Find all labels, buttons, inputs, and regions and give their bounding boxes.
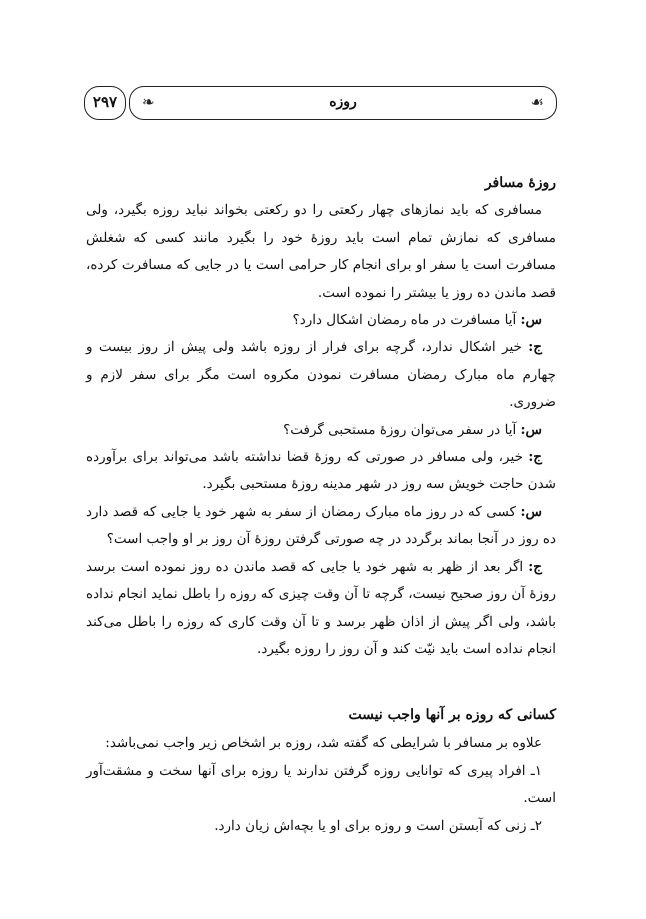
section-heading: کسانی که روزه بر آنها واجب نیست — [348, 707, 556, 723]
qa-question — [86, 499, 556, 554]
qa-text: آیا مسافرت در ماه رمضان اشکال دارد؟ — [292, 312, 517, 329]
section-heading: روزۀ مسافر — [484, 175, 556, 191]
qa-answer — [86, 444, 556, 499]
section-fasting-traveler — [86, 170, 556, 663]
qa-text: کسی که در روز ماه مبارک رمضان از سفر به شهر خود یا جایی که قصد دارد ده روز در آنجا بماند برگردد در چه صورتی گرفتن روزۀ آن روز بر او واجب است؟ — [86, 503, 556, 548]
qa-label: ج: — [528, 558, 542, 575]
paragraph-intro: علاوه بر مسافر با شرایطی که گفته شد، روزه بر اشخاص زیر واجب نمی‌باشد: — [105, 735, 542, 752]
qa-label: ج: — [528, 339, 542, 356]
qa-answer — [86, 334, 556, 416]
running-header-title: روزه — [329, 94, 357, 110]
qa-label: س: — [520, 312, 542, 329]
paragraph-intro: مسافری که باید نمازهای چهار رکعتی را دو رکعتی بخواند نباید روزه بگیرد، ولی مسافری که نمازش تمام است باید روزۀ خود را بگیرد مانند کسی که شغلش مسافرت است یا سفر او برای انجام کار حرامی است یا در جایی که مسافرت کرده، قصد ماندن ده روز یا بیشتر را نموده است. — [86, 202, 556, 301]
page-number: ۲۹۷ — [84, 86, 126, 120]
running-header — [129, 86, 557, 120]
ornament-left-icon: ❧ — [142, 93, 155, 111]
qa-label: س: — [520, 421, 542, 438]
qa-text: آیا در سفر می‌توان روزۀ مستحبی گرفت؟ — [283, 421, 517, 438]
qa-question — [86, 307, 556, 334]
qa-question — [86, 417, 556, 444]
list-item: ۱ـ افراد پیری که توانایی روزه گرفتن ندارند یا روزه برای آنها سخت و مشقت‌آور است. — [86, 762, 556, 807]
qa-label: ج: — [528, 449, 543, 466]
qa-text: خیر، ولی مسافر در صورتی که روزۀ قضا نداشته باشد می‌تواند برای برآورده شدن حاجت خویش سه روز در شهر مدینه روزۀ مستحبی بگیرد. — [86, 449, 556, 493]
qa-answer — [86, 554, 556, 664]
section-exempt-from-fasting — [86, 702, 556, 840]
list-item: ۲ـ زنی که آبستن است و روزه برای او یا بچه‌اش زیان دارد. — [214, 817, 542, 834]
ornament-right-icon: ☙ — [530, 93, 544, 111]
qa-label: س: — [520, 503, 542, 520]
qa-text: خیر اشکال ندارد، گرچه برای فرار از روزه باشد ولی پیش از روز بیست و چهارم ماه مبارک رمضان مسافرت نمودن مکروه است مگر برای سفر لازم و ضروری. — [86, 339, 556, 411]
qa-text: اگر بعد از ظهر به شهر خود یا جایی که قصد ماندن ده روز نموده است برسد روزۀ آن روز صحیح نیست، گرچه تا آن وقت چیزی که روزه را باطل نماید انجام نداده باشد، ولی اگر پیش از اذان ظهر برسد و تا آن وقت کاری که روزه را باطل می‌کند انجام نداده است باید نیّت کند و آن روز را روزه بگیرد. — [86, 558, 556, 657]
